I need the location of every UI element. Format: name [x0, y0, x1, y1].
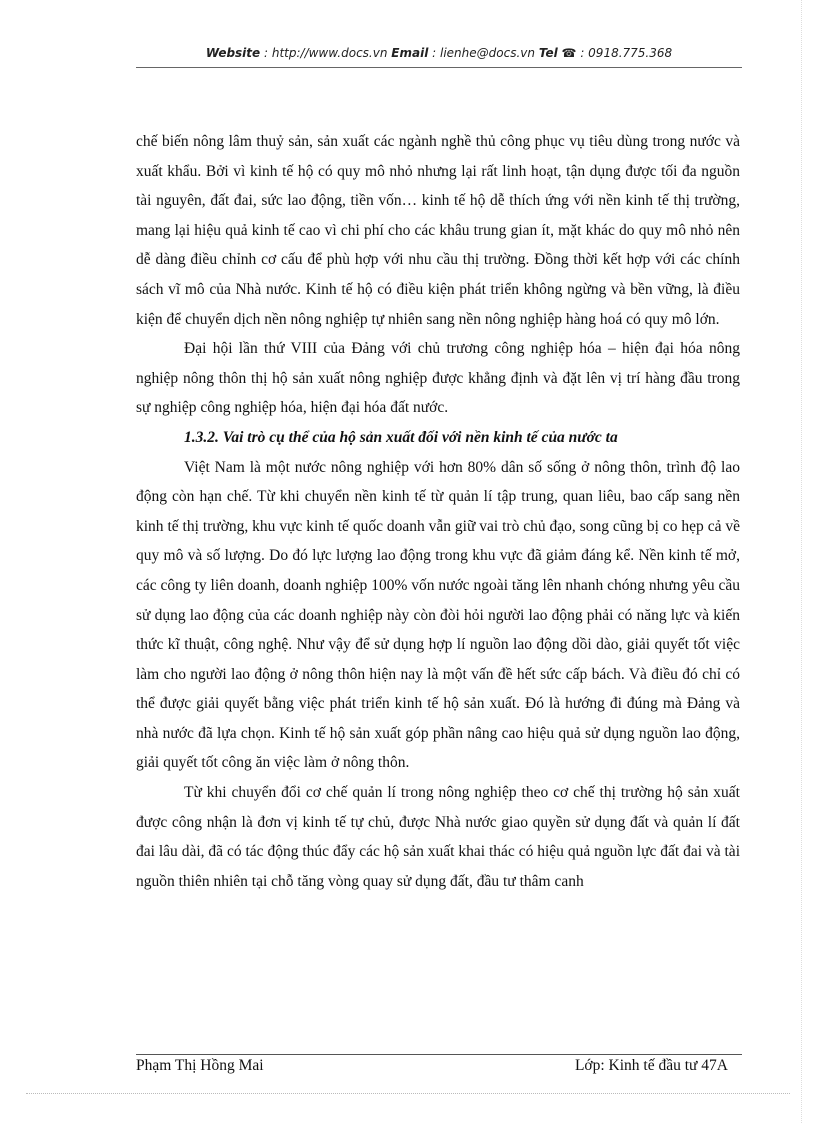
document-body	[136, 127, 740, 896]
tel-label: Tel	[538, 46, 558, 60]
page-right-border	[801, 0, 802, 1123]
paragraph-land-use: Từ khi chuyển đổi cơ chế quản lí trong nông nghiệp theo cơ chế thị trường hộ sản xuất được công nhận là đơn vị kinh tế tự chủ, được Nhà nước giao quyền sử dụng đất và quản lí đất đai lâu dài, đã có tác động thúc đẩy các hộ sản xuất khai thác có hiệu quả nguồn lực đất đai và tài nguồn thiên nhiên tại chỗ tăng vòng quay sử dụng đất, đầu tư thâm canh	[136, 784, 740, 890]
email-address[interactable]: : lienhe@docs.vn	[432, 46, 535, 60]
paragraph-party-congress: Đại hội lần thứ VIII của Đảng với chủ trương công nghiệp hóa – hiện đại hóa nông nghiệp nông thôn thị hộ sản xuất nông nghiệp được khẳng định và đặt lên vị trí hàng đầu trong sự nghiệp công nghiệp hóa, hiện đại hóa đất nước.	[136, 340, 740, 417]
paragraph-continued: chế biến nông lâm thuỷ sản, sản xuất các ngành nghề thủ công phục vụ tiêu dùng trong nước và xuất khẩu. Bởi vì kinh tế hộ có quy mô nhỏ nhưng lại rất linh hoạt, tận dụng được tối đa nguồn tài nguyên, đất đai, sức lao động, tiền vốn… kinh tế hộ dễ thích ứng với nền kinh tế thị trường, mang lại hiệu quả kinh tế cao vì chi phí cho các khâu trung gian ít, mặt khác do quy mô nhỏ nên dễ dàng điều chỉnh cơ cấu để phù hợp với nhu cầu thị trường. Đồng thời kết hợp với các chính sách vĩ mô của Nhà nước. Kinh tế hộ có điều kiện phát triển không ngừng và bền vững, là điều kiện để chuyển dịch nền nông nghiệp tự nhiên sang nền nông nghiệp hàng hoá có quy mô lớn.	[136, 133, 740, 328]
page-footer	[136, 1057, 728, 1075]
section-heading: 1.3.2. Vai trò cụ thể của hộ sản xuất đối với nền kinh tế của nước ta	[184, 428, 618, 446]
tel-number: : 0918.775.368	[580, 46, 673, 60]
page-header	[136, 46, 742, 60]
website-url[interactable]: : http://www.docs.vn	[264, 46, 388, 60]
page-bottom-border	[26, 1093, 790, 1094]
phone-icon: ☎	[561, 46, 577, 60]
website-label: Website	[205, 46, 261, 60]
class-name: Lớp: Kinh tế đầu tư 47A	[574, 1057, 728, 1074]
author-name: Phạm Thị Hồng Mai	[136, 1057, 264, 1074]
footer-divider	[136, 1054, 742, 1055]
header-divider	[136, 67, 742, 68]
paragraph-labour: Việt Nam là một nước nông nghiệp với hơn 80% dân số sống ở nông thôn, trình độ lao động còn hạn chế. Từ khi chuyển nền kinh tế từ quản lí tập trung, quan liêu, bao cấp sang nền kinh tế thị trường, khu vực kinh tế quốc doanh vẫn giữ vai trò chủ đạo, song cũng bị co hẹp cả về quy mô và số lượng. Do đó lực lượng lao động trong khu vực đã giảm đáng kể. Nền kinh tế mở, các công ty liên doanh, doanh nghiệp 100% vốn nước ngoài tăng lên nhanh chóng nhưng yêu cầu sử dụng lao động của các doanh nghiệp này còn đòi hỏi người lao động phải có năng lực và kiến thức kĩ thuật, công nghệ. Như vậy để sử dụng hợp lí nguồn lao động dồi dào, giải quyết tốt việc làm cho người lao động ở nông thôn hiện nay là một vấn đề hết sức cấp bách. Và điều đó chỉ có thể được giải quyết bằng việc phát triển kinh tế hộ sản xuất. Đó là hướng đi đúng mà Đảng và nhà nước đã lựa chọn. Kinh tế hộ sản xuất góp phần nâng cao hiệu quả sử dụng nguồn lao động, giải quyết tốt công ăn việc làm ở nông thôn.	[136, 458, 740, 772]
email-label: Email	[391, 46, 429, 60]
